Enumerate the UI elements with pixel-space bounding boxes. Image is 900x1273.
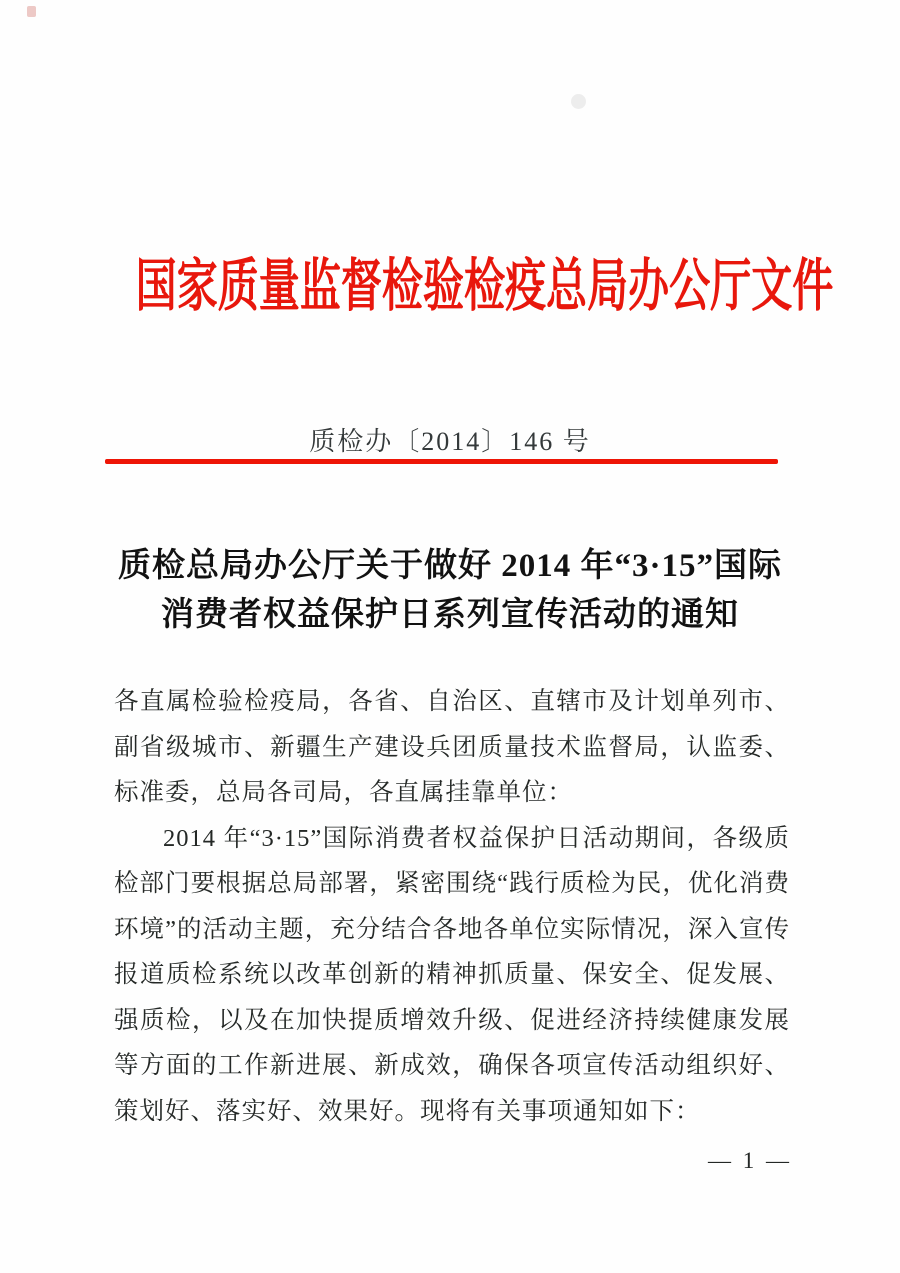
red-header-rule xyxy=(105,459,778,464)
document-body xyxy=(114,679,790,1134)
document-title-line-1: 质检总局办公厅关于做好 2014 年“3·15”国际 xyxy=(117,548,782,584)
scan-artifact-red-mark xyxy=(27,6,36,17)
document-number: 质检办〔2014〕146 号 xyxy=(309,427,591,456)
body-paragraph: 2014 年“3·15”国际消费者权益保护日活动期间，各级质检部门要根据总局部署，紧密围绕“践行质检为民，优化消费环境”的活动主题，充分结合各地各单位实际情况，深入宣传报道质检系统以改革创新的精神抓质量、保安全、促发展、强质检，以及在加快提质增效升级、促进经济持续健康发展等方面的工作新进展、新成效，确保各项宣传活动组织好、策划好、落实好、效果好。现将有关事项通知如下： xyxy=(114,824,790,1125)
agency-header xyxy=(0,254,900,320)
document-title xyxy=(0,542,900,640)
scan-artifact-gray-smudge xyxy=(571,94,586,109)
page-number: — 1 — xyxy=(708,1148,792,1173)
agency-header-text: 国家质量监督检验检疫总局办公厅文件 xyxy=(135,255,834,318)
recipients-paragraph: 各直属检验检疫局，各省、自治区、直辖市及计划单列市、副省级城市、新疆生产建设兵团质量技术监督局，认监委、标准委，总局各司局，各直属挂靠单位： xyxy=(114,688,790,806)
document-title-line-2: 消费者权益保护日系列宣传活动的通知 xyxy=(161,597,739,633)
